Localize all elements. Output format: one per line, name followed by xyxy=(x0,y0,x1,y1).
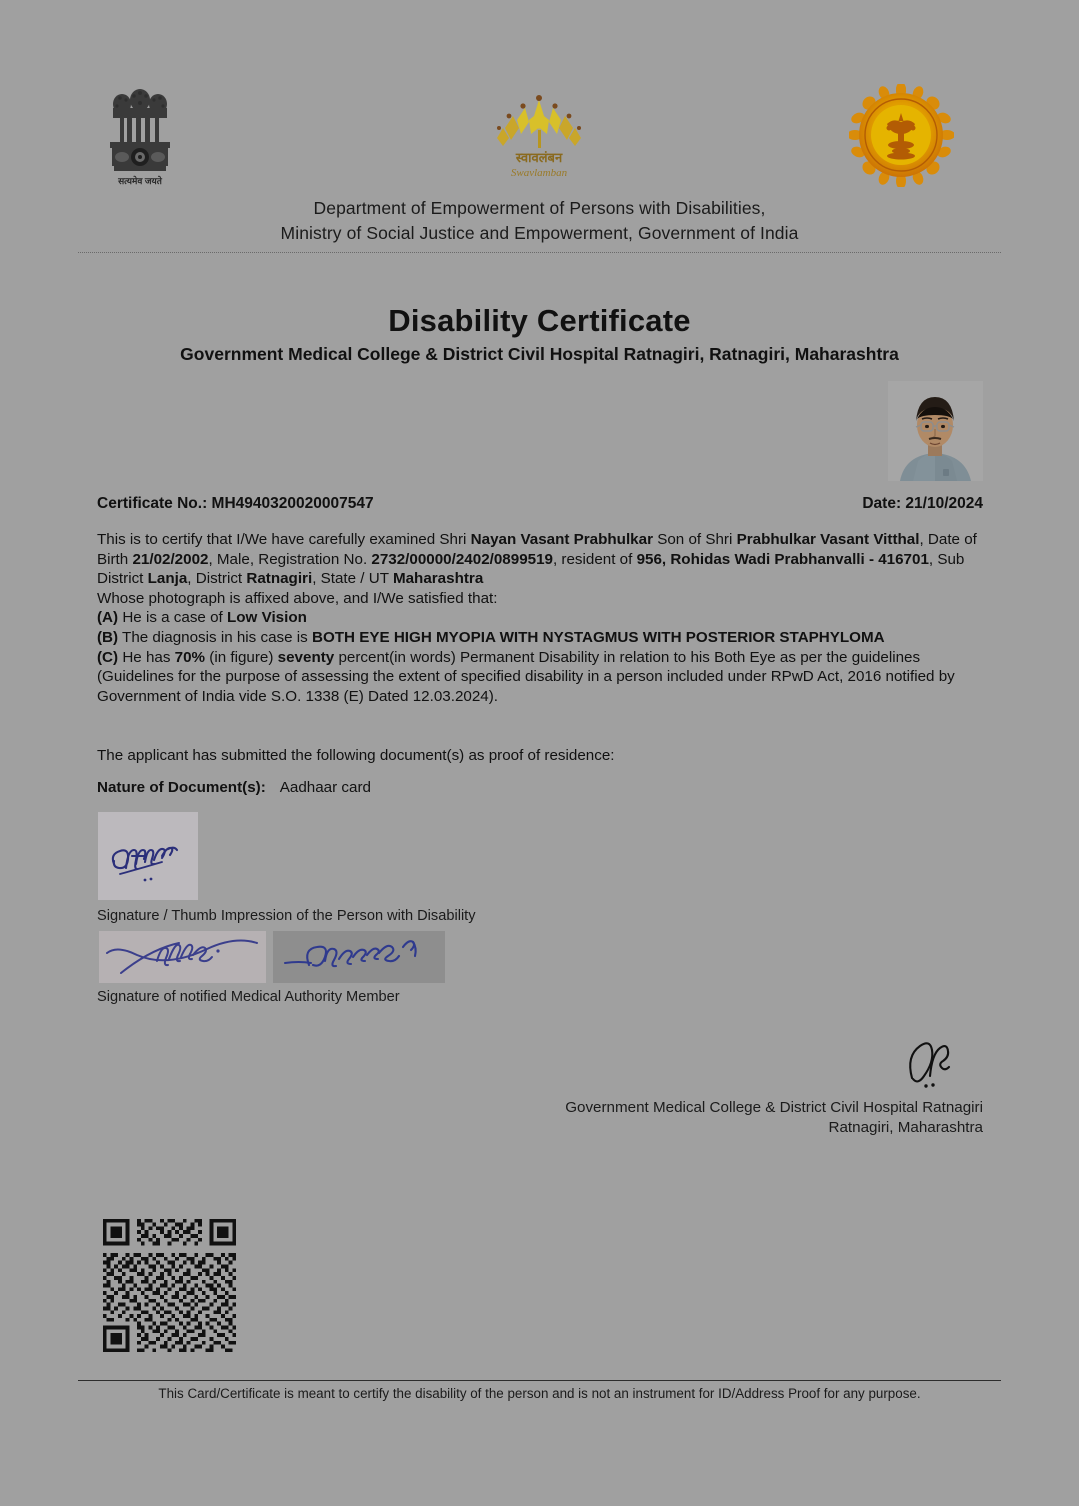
ministry-heading xyxy=(0,196,1079,246)
certify-text-2: Son of Shri xyxy=(653,531,737,548)
medical-authority-signature-1 xyxy=(99,931,266,983)
clause-a xyxy=(97,608,983,628)
certify-text-8: , State / UT xyxy=(312,570,393,588)
certificate-date: Date: 21/10/2024 xyxy=(862,495,983,512)
clause-c xyxy=(97,648,983,707)
disability-percent-figure: 70% xyxy=(174,648,206,666)
person-signature-image xyxy=(98,812,198,900)
certify-paragraph xyxy=(97,530,983,589)
svg-text:सत्यमेव जयते: सत्यमेव जयते xyxy=(118,176,162,186)
certificate-body xyxy=(97,530,983,706)
certificate-meta-row xyxy=(97,495,983,513)
issuing-hospital-title: Government Medical College & District Civil Hospital Ratnagiri, Ratnagiri, Maharashtra xyxy=(180,344,899,364)
nature-of-documents-value: Aadhaar card xyxy=(279,779,371,796)
issuing-authority-block xyxy=(97,1098,983,1138)
father-name: Prabhulkar Vasant Vitthal xyxy=(736,531,920,548)
clause-c-text-1: He has xyxy=(118,648,175,666)
clause-c-label: (C) xyxy=(97,648,119,666)
svg-text:Swavlamban: Swavlamban xyxy=(510,167,568,179)
header-divider xyxy=(78,252,1001,253)
certify-text-3: , Date of Birth xyxy=(97,531,977,568)
certificate-number: Certificate No.: MH4940320020007547 xyxy=(97,495,374,512)
footer-divider xyxy=(78,1380,1001,1381)
header-emblems xyxy=(0,78,1079,193)
ministry-line-1: Department of Empowerment of Persons with Disabilities, xyxy=(313,198,766,218)
certify-text-7: , District xyxy=(187,570,247,588)
registration-number: 2732/00000/2402/0899519 xyxy=(371,550,553,568)
medical-authority-signature-2 xyxy=(273,931,445,983)
photograph-affixed-line: Whose photograph is affixed above, and I/We satisfied that: xyxy=(97,589,498,607)
medical-authority-caption: Signature of notified Medical Authority Member xyxy=(97,989,400,1005)
clause-b xyxy=(97,628,983,648)
nature-of-documents-label: Nature of Document(s): xyxy=(97,779,266,796)
proof-intro: The applicant has submitted the following document(s) as proof of residence: xyxy=(97,747,615,764)
certify-text-4: , Male, Registration No. xyxy=(208,550,372,568)
certify-text-5: , resident of xyxy=(552,550,637,568)
authority-line-2: Ratnagiri, Maharashtra xyxy=(828,1119,983,1136)
applicant-photo xyxy=(888,381,983,481)
sub-district: Lanja xyxy=(147,570,188,588)
residence-address: 956, Rohidas Wadi Prabhanvalli - 416701 xyxy=(636,550,929,568)
svg-text:स्वावलंबन: स्वावलंबन xyxy=(515,150,563,165)
page-title: Disability Certificate xyxy=(388,303,691,338)
clause-c-text-3: percent(in words) Permanent Disability in relation to his Both Eye as per the guidelines (Guidelines for the purpose of assessing the extent of specified disability in a person included under RPwD Act, 2016 notified by Government of India vide S.O. 1338 (E) Dated 12.03.2024). xyxy=(97,648,955,705)
date-of-birth: 21/02/2002 xyxy=(132,550,209,568)
certify-text-1: This is to certify that I/We have carefully examined Shri xyxy=(97,531,471,548)
ministry-line-2: Ministry of Social Justice and Empowerment, Government of India xyxy=(280,223,799,243)
clause-b-label: (B) xyxy=(97,628,119,646)
person-signature-caption: Signature / Thumb Impression of the Person with Disability xyxy=(97,908,476,924)
disability-type: Low Vision xyxy=(227,609,307,627)
certify-text-6: , Sub District xyxy=(97,550,965,588)
clause-c-text-2: (in figure) xyxy=(205,648,278,666)
maharashtra-emblem-icon xyxy=(849,84,954,187)
disability-percent-words: seventy xyxy=(277,648,335,666)
diagnosis: BOTH EYE HIGH MYOPIA WITH NYSTAGMUS WITH POSTERIOR STAPHYLOMA xyxy=(311,628,885,646)
person-name: Nayan Vasant Prabhulkar xyxy=(470,531,653,548)
clause-a-label: (A) xyxy=(97,609,119,627)
issuing-authority-signature xyxy=(900,1032,960,1094)
district: Ratnagiri xyxy=(246,570,313,588)
qr-code xyxy=(99,1215,240,1356)
clause-b-text: The diagnosis in his case is xyxy=(118,628,312,646)
ashoka-emblem-icon xyxy=(100,78,180,190)
footer-disclaimer: This Card/Certificate is meant to certify the disability of the person and is not an instrument for ID/Address Proof for any purpose. xyxy=(158,1386,921,1401)
state-ut: Maharashtra xyxy=(392,570,484,588)
clause-a-text: He is a case of xyxy=(118,609,227,627)
nature-of-documents-row xyxy=(97,779,983,796)
authority-line-1: Government Medical College & District Civil Hospital Ratnagiri xyxy=(565,1099,983,1116)
swavlamban-logo-icon xyxy=(487,86,592,184)
